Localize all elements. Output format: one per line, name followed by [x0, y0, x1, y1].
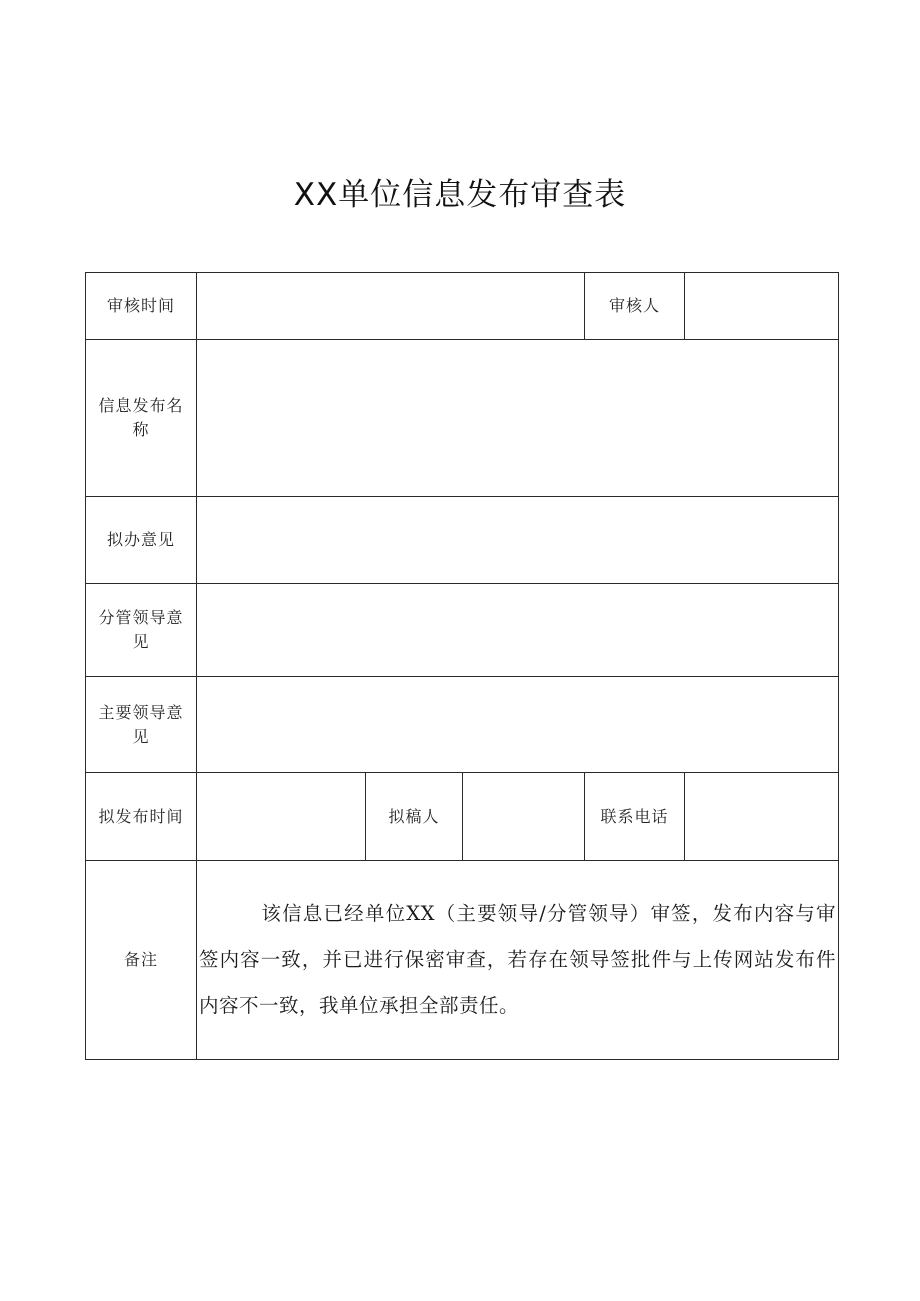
review-time-label: 审核时间 [86, 273, 197, 340]
review-time-field[interactable] [197, 273, 585, 340]
supervisor-opinion-label: 分管领导意见 [86, 584, 197, 677]
review-form-table [85, 272, 839, 1060]
remarks-cell [197, 861, 839, 1060]
reviewer-label: 审核人 [585, 273, 685, 340]
table-row [86, 497, 839, 584]
info-name-field[interactable] [197, 340, 839, 497]
draft-opinion-field[interactable] [197, 497, 839, 584]
table-row [86, 584, 839, 677]
phone-label: 联系电话 [585, 773, 685, 861]
remarks-label: 备注 [86, 861, 197, 1060]
remarks-text: 该信息已经单位XX（主要领导/分管领导）审签，发布内容与审签内容一致，并已进行保密审查，若存在领导签批件与上传网站发布件内容不一致，我单位承担全部责任。 [199, 902, 837, 1017]
planned-time-field[interactable] [197, 773, 366, 861]
planned-time-label: 拟发布时间 [86, 773, 197, 861]
supervisor-opinion-field[interactable] [197, 584, 839, 677]
phone-field[interactable] [685, 773, 839, 861]
info-name-label: 信息发布名称 [86, 340, 197, 497]
table-row [86, 273, 839, 340]
table-row [86, 773, 839, 861]
draft-opinion-label: 拟办意见 [86, 497, 197, 584]
main-leader-opinion-label: 主要领导意见 [86, 677, 197, 773]
reviewer-field[interactable] [685, 273, 839, 340]
table-row [86, 340, 839, 497]
page-title: XX单位信息发布审查表 [293, 177, 627, 213]
drafter-field[interactable] [463, 773, 585, 861]
drafter-label: 拟稿人 [366, 773, 463, 861]
main-leader-opinion-field[interactable] [197, 677, 839, 773]
table-row [86, 677, 839, 773]
table-row [86, 861, 839, 1060]
